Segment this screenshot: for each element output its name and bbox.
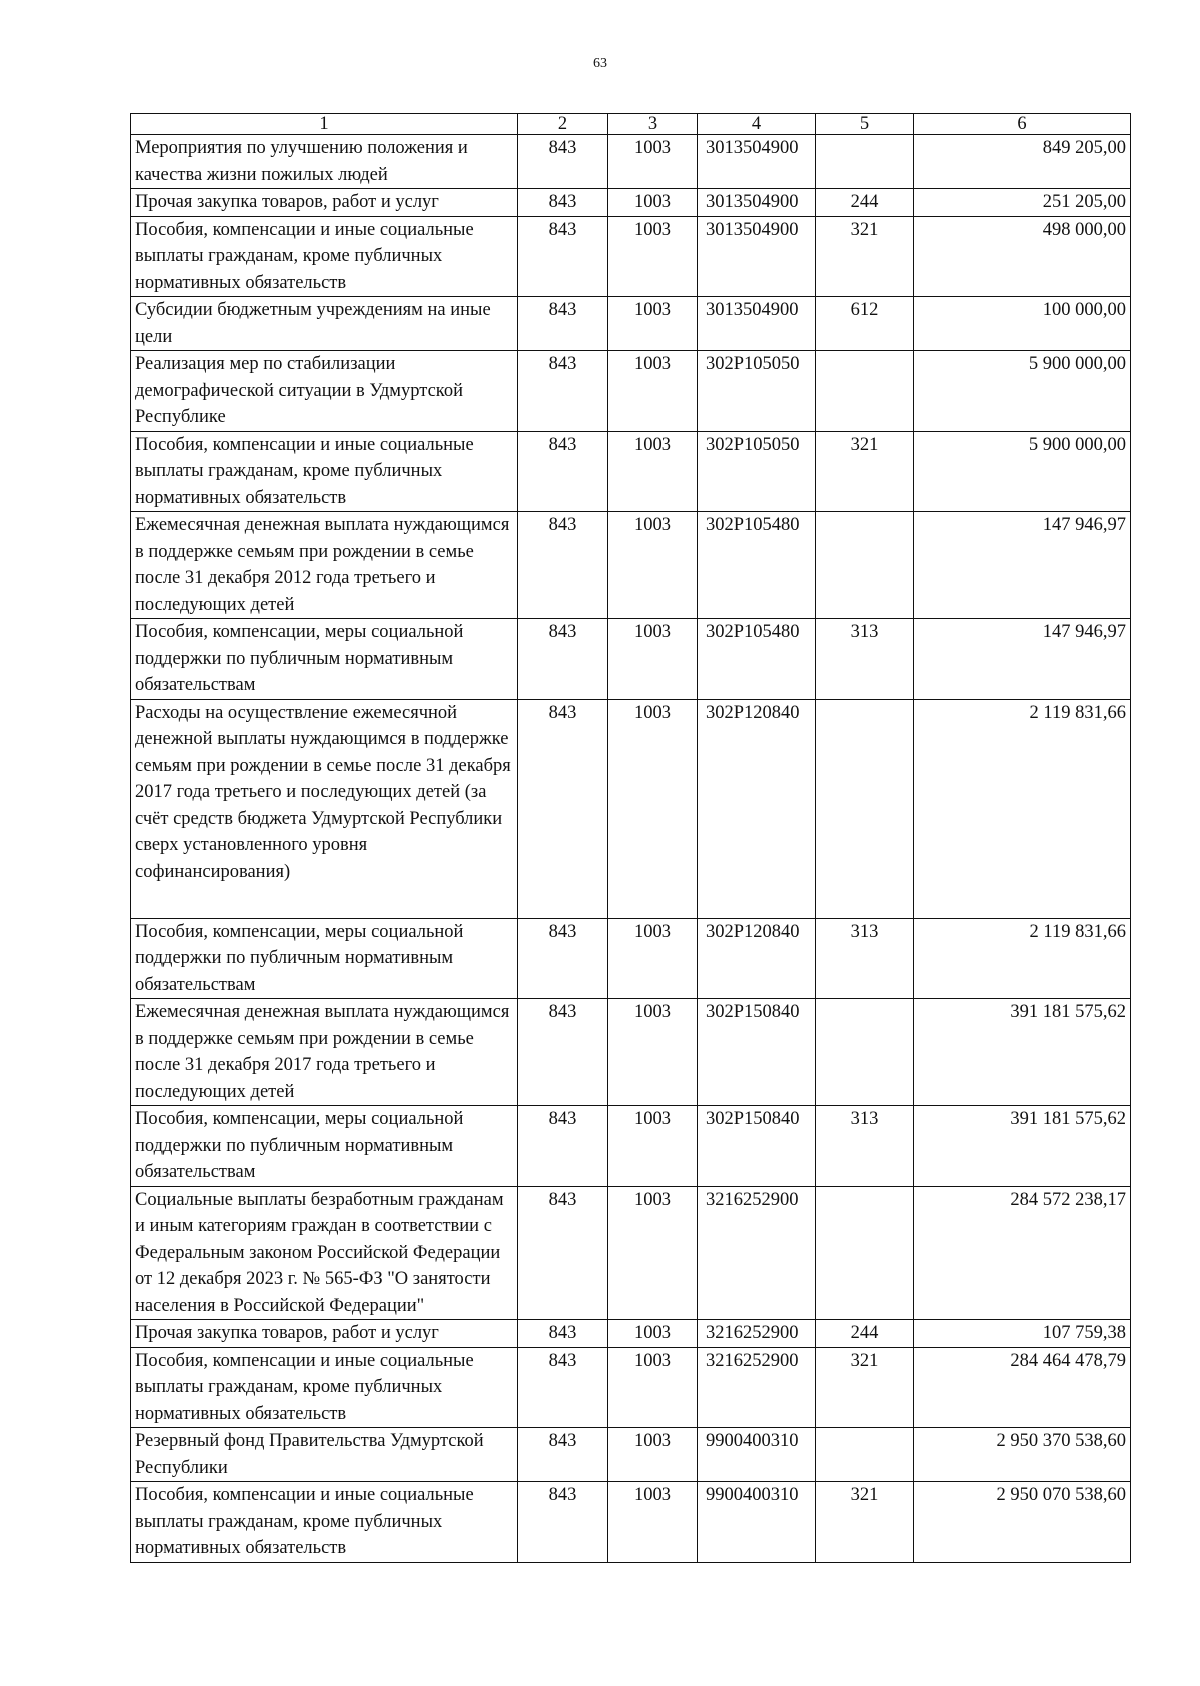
section-code-cell: 1003 [608, 1482, 698, 1563]
ministry-code-cell: 843 [518, 1320, 608, 1348]
table-row [131, 1428, 1131, 1482]
table-row [131, 512, 1131, 619]
section-code-cell: 1003 [608, 512, 698, 619]
expense-type-cell: 321 [816, 1482, 914, 1563]
target-article-cell: 302P150840 [698, 1106, 816, 1187]
description-cell: Пособия, компенсации, меры социальной поддержки по публичным нормативным обязательствам [131, 1106, 518, 1187]
amount-cell: 251 205,00 [914, 189, 1131, 217]
table-body [131, 135, 1131, 1563]
section-code-cell: 1003 [608, 1428, 698, 1482]
amount-cell: 849 205,00 [914, 135, 1131, 189]
description-cell: Ежемесячная денежная выплата нуждающимся в поддержке семьям при рождении в семье после 31 декабря 2012 года третьего и последующих детей [131, 512, 518, 619]
expense-type-cell: 321 [816, 431, 914, 512]
target-article-cell: 302P105050 [698, 431, 816, 512]
ministry-code-cell: 843 [518, 1347, 608, 1428]
section-code-cell: 1003 [608, 1347, 698, 1428]
amount-cell: 100 000,00 [914, 297, 1131, 351]
table-row [131, 297, 1131, 351]
amount-cell: 2 950 370 538,60 [914, 1428, 1131, 1482]
header-col-2: 2 [518, 114, 608, 135]
ministry-code-cell: 843 [518, 297, 608, 351]
section-code-cell: 1003 [608, 1106, 698, 1187]
ministry-code-cell: 843 [518, 918, 608, 999]
section-code-cell: 1003 [608, 999, 698, 1106]
header-col-3: 3 [608, 114, 698, 135]
expense-type-cell: 313 [816, 1106, 914, 1187]
expense-type-cell: 244 [816, 1320, 914, 1348]
table-row [131, 431, 1131, 512]
table-row [131, 999, 1131, 1106]
ministry-code-cell: 843 [518, 699, 608, 918]
description-cell: Пособия, компенсации и иные социальные выплаты гражданам, кроме публичных нормативных обязательств [131, 431, 518, 512]
ministry-code-cell: 843 [518, 1428, 608, 1482]
description-cell: Реализация мер по стабилизации демографической ситуации в Удмуртской Республике [131, 351, 518, 432]
amount-cell: 284 572 238,17 [914, 1186, 1131, 1320]
target-article-cell: 9900400310 [698, 1482, 816, 1563]
ministry-code-cell: 843 [518, 619, 608, 700]
section-code-cell: 1003 [608, 431, 698, 512]
section-code-cell: 1003 [608, 1320, 698, 1348]
target-article-cell: 302P150840 [698, 999, 816, 1106]
section-code-cell: 1003 [608, 619, 698, 700]
description-cell: Расходы на осуществление ежемесячной денежной выплаты нуждающимся в поддержке семьям при рождении в семье после 31 декабря 2017 года третьего и последующих детей (за счёт средств бюджета Удмуртской Республики сверх установленного уровня софинансирования) [131, 699, 518, 918]
ministry-code-cell: 843 [518, 431, 608, 512]
section-code-cell: 1003 [608, 918, 698, 999]
ministry-code-cell: 843 [518, 1482, 608, 1563]
target-article-cell: 3013504900 [698, 297, 816, 351]
expense-type-cell: 321 [816, 216, 914, 297]
table-row [131, 1320, 1131, 1348]
section-code-cell: 1003 [608, 135, 698, 189]
budget-table-container [130, 113, 1130, 1563]
section-code-cell: 1003 [608, 1186, 698, 1320]
amount-cell: 2 119 831,66 [914, 699, 1131, 918]
ministry-code-cell: 843 [518, 351, 608, 432]
amount-cell: 284 464 478,79 [914, 1347, 1131, 1428]
target-article-cell: 3013504900 [698, 135, 816, 189]
expense-type-cell: 612 [816, 297, 914, 351]
target-article-cell: 302P105480 [698, 512, 816, 619]
table-row [131, 135, 1131, 189]
target-article-cell: 3216252900 [698, 1186, 816, 1320]
amount-cell: 498 000,00 [914, 216, 1131, 297]
table-row [131, 351, 1131, 432]
header-col-5: 5 [816, 114, 914, 135]
description-cell: Пособия, компенсации, меры социальной поддержки по публичным нормативным обязательствам [131, 619, 518, 700]
header-col-6: 6 [914, 114, 1131, 135]
description-cell: Пособия, компенсации, меры социальной поддержки по публичным нормативным обязательствам [131, 918, 518, 999]
section-code-cell: 1003 [608, 351, 698, 432]
description-cell: Прочая закупка товаров, работ и услуг [131, 189, 518, 217]
amount-cell: 107 759,38 [914, 1320, 1131, 1348]
amount-cell: 5 900 000,00 [914, 431, 1131, 512]
table-row [131, 189, 1131, 217]
expense-type-cell: 313 [816, 918, 914, 999]
amount-cell: 391 181 575,62 [914, 999, 1131, 1106]
header-col-4: 4 [698, 114, 816, 135]
table-row [131, 216, 1131, 297]
target-article-cell: 302P120840 [698, 918, 816, 999]
amount-cell: 2 119 831,66 [914, 918, 1131, 999]
description-cell: Пособия, компенсации и иные социальные выплаты гражданам, кроме публичных нормативных обязательств [131, 1347, 518, 1428]
budget-table [130, 113, 1131, 1563]
table-row [131, 918, 1131, 999]
target-article-cell: 9900400310 [698, 1428, 816, 1482]
amount-cell: 391 181 575,62 [914, 1106, 1131, 1187]
header-col-1: 1 [131, 114, 518, 135]
description-cell: Резервный фонд Правительства Удмуртской Республики [131, 1428, 518, 1482]
description-cell: Социальные выплаты безработным гражданам и иным категориям граждан в соответствии с Федеральным законом Российской Федерации от 12 декабря 2023 г. № 565-ФЗ "О занятости населения в Российской Федерации" [131, 1186, 518, 1320]
target-article-cell: 3013504900 [698, 216, 816, 297]
ministry-code-cell: 843 [518, 1186, 608, 1320]
section-code-cell: 1003 [608, 297, 698, 351]
description-cell: Пособия, компенсации и иные социальные выплаты гражданам, кроме публичных нормативных обязательств [131, 1482, 518, 1563]
description-cell: Прочая закупка товаров, работ и услуг [131, 1320, 518, 1348]
expense-type-cell [816, 999, 914, 1106]
target-article-cell: 302P120840 [698, 699, 816, 918]
target-article-cell: 302P105050 [698, 351, 816, 432]
table-row [131, 1347, 1131, 1428]
expense-type-cell [816, 512, 914, 619]
expense-type-cell: 313 [816, 619, 914, 700]
description-cell: Пособия, компенсации и иные социальные выплаты гражданам, кроме публичных нормативных обязательств [131, 216, 518, 297]
table-row [131, 699, 1131, 918]
ministry-code-cell: 843 [518, 1106, 608, 1187]
expense-type-cell [816, 135, 914, 189]
description-cell: Ежемесячная денежная выплата нуждающимся в поддержке семьям при рождении в семье после 31 декабря 2017 года третьего и последующих детей [131, 999, 518, 1106]
ministry-code-cell: 843 [518, 512, 608, 619]
expense-type-cell [816, 351, 914, 432]
expense-type-cell: 321 [816, 1347, 914, 1428]
ministry-code-cell: 843 [518, 189, 608, 217]
section-code-cell: 1003 [608, 699, 698, 918]
table-row [131, 1106, 1131, 1187]
target-article-cell: 3013504900 [698, 189, 816, 217]
page-number: 63 [593, 56, 607, 71]
section-code-cell: 1003 [608, 216, 698, 297]
table-row [131, 619, 1131, 700]
amount-cell: 147 946,97 [914, 619, 1131, 700]
description-cell: Мероприятия по улучшению положения и качества жизни пожилых людей [131, 135, 518, 189]
header-row [131, 114, 1131, 135]
expense-type-cell [816, 699, 914, 918]
amount-cell: 2 950 070 538,60 [914, 1482, 1131, 1563]
table-row [131, 1482, 1131, 1563]
target-article-cell: 302P105480 [698, 619, 816, 700]
ministry-code-cell: 843 [518, 216, 608, 297]
amount-cell: 5 900 000,00 [914, 351, 1131, 432]
target-article-cell: 3216252900 [698, 1347, 816, 1428]
target-article-cell: 3216252900 [698, 1320, 816, 1348]
table-row [131, 1186, 1131, 1320]
amount-cell: 147 946,97 [914, 512, 1131, 619]
expense-type-cell: 244 [816, 189, 914, 217]
ministry-code-cell: 843 [518, 999, 608, 1106]
section-code-cell: 1003 [608, 189, 698, 217]
expense-type-cell [816, 1186, 914, 1320]
ministry-code-cell: 843 [518, 135, 608, 189]
description-cell: Субсидии бюджетным учреждениям на иные цели [131, 297, 518, 351]
expense-type-cell [816, 1428, 914, 1482]
